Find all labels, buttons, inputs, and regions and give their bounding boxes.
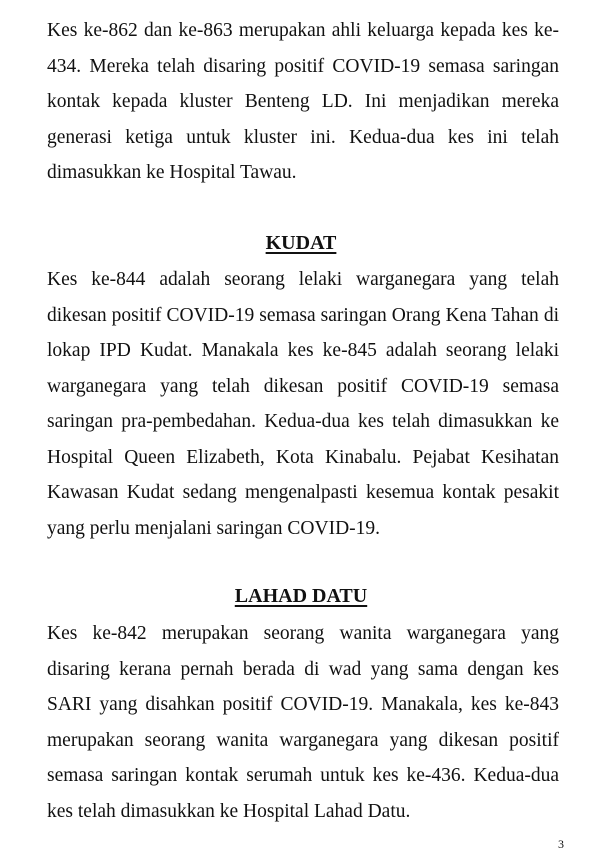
lahad-datu-heading: LAHAD DATU (234, 585, 368, 607)
page-number: 3 (558, 837, 564, 851)
tawau-paragraph: Kes ke-862 dan ke-863 merupakan ahli keluarga kepada kes ke-434. Mereka telah disaring positif COVID-19 semasa saringan kontak kepada kluster Benteng LD. Ini menjadikan mereka generasi ketiga untuk kluster ini. Kedua-dua kes ini telah dimasukkan ke Hospital Tawau. (47, 20, 559, 183)
kudat-paragraph: Kes ke-844 adalah seorang lelaki warganegara yang telah dikesan positif COVID-19 semasa saringan Orang Kena Tahan di lokap IPD Kudat. Manakala kes ke-845 adalah seorang lelaki warganegara yang telah dikesan positif COVID-19 semasa saringan pra-pembedahan. Kedua-dua kes telah dimasukkan ke Hospital Queen Elizabeth, Kota Kinabalu. Pejabat Kesihatan Kawasan Kudat sedang mengenalpasti kesemua kontak pesakit yang perlu menjalani saringan COVID-19. (47, 269, 559, 539)
lahad-datu-paragraph: Kes ke-842 merupakan seorang wanita warganegara yang disaring kerana pernah berada di wad yang sama dengan kes SARI yang disahkan positif COVID-19. Manakala, kes ke-843 merupakan seorang wanita warganegara yang dikesan positif semasa saringan kontak serumah untuk kes ke-436. Kedua-dua kes telah dimasukkan ke Hospital Lahad Datu. (47, 623, 559, 822)
kudat-heading: KUDAT (265, 232, 337, 254)
